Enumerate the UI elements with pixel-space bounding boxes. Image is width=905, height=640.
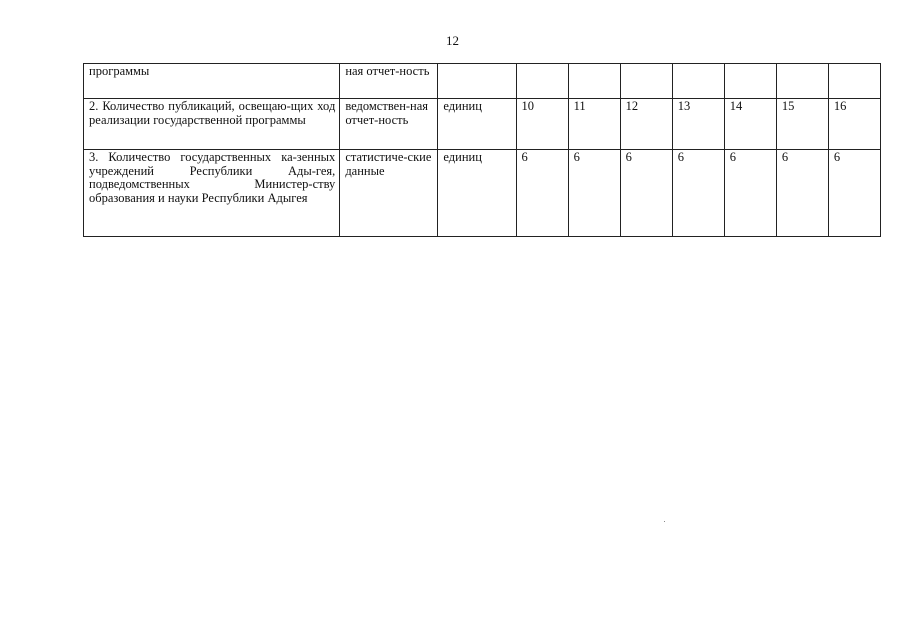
source-cell: ведомствен-ная отчет-ность xyxy=(340,99,438,150)
value-cell xyxy=(516,64,568,99)
indicators-table xyxy=(83,63,881,237)
value-cell: 16 xyxy=(828,99,880,150)
value-cell: 6 xyxy=(516,150,568,237)
value-cell: 14 xyxy=(724,99,776,150)
scan-speck xyxy=(664,521,665,522)
indicator-cell: 3. Количество государственных ка-зенных учреждений Республики Ады-гея, подведомственных Министер-ству образования и науки Республики Адыгея xyxy=(84,150,340,237)
value-cell: 10 xyxy=(516,99,568,150)
value-cell: 6 xyxy=(828,150,880,237)
value-cell: 15 xyxy=(776,99,828,150)
unit-cell: единиц xyxy=(438,99,516,150)
table-row xyxy=(84,99,881,150)
value-cell: 12 xyxy=(620,99,672,150)
value-cell xyxy=(620,64,672,99)
unit-cell: единиц xyxy=(438,150,516,237)
value-cell: 6 xyxy=(620,150,672,237)
value-cell xyxy=(568,64,620,99)
table-row xyxy=(84,150,881,237)
indicator-cell: 2. Количество публикаций, освещаю-щих ход реализации государственной программы xyxy=(84,99,340,150)
value-cell: 6 xyxy=(568,150,620,237)
value-cell xyxy=(776,64,828,99)
value-cell: 6 xyxy=(776,150,828,237)
value-cell: 13 xyxy=(672,99,724,150)
source-cell: ная отчет-ность xyxy=(340,64,438,99)
value-cell: 11 xyxy=(568,99,620,150)
value-cell: 6 xyxy=(724,150,776,237)
value-cell: 6 xyxy=(672,150,724,237)
value-cell xyxy=(724,64,776,99)
value-cell xyxy=(672,64,724,99)
source-cell: статистиче-ские данные xyxy=(340,150,438,237)
value-cell xyxy=(828,64,880,99)
unit-cell xyxy=(438,64,516,99)
page-number: 12 xyxy=(446,33,459,48)
table-row xyxy=(84,64,881,99)
indicator-cell: программы xyxy=(84,64,340,99)
